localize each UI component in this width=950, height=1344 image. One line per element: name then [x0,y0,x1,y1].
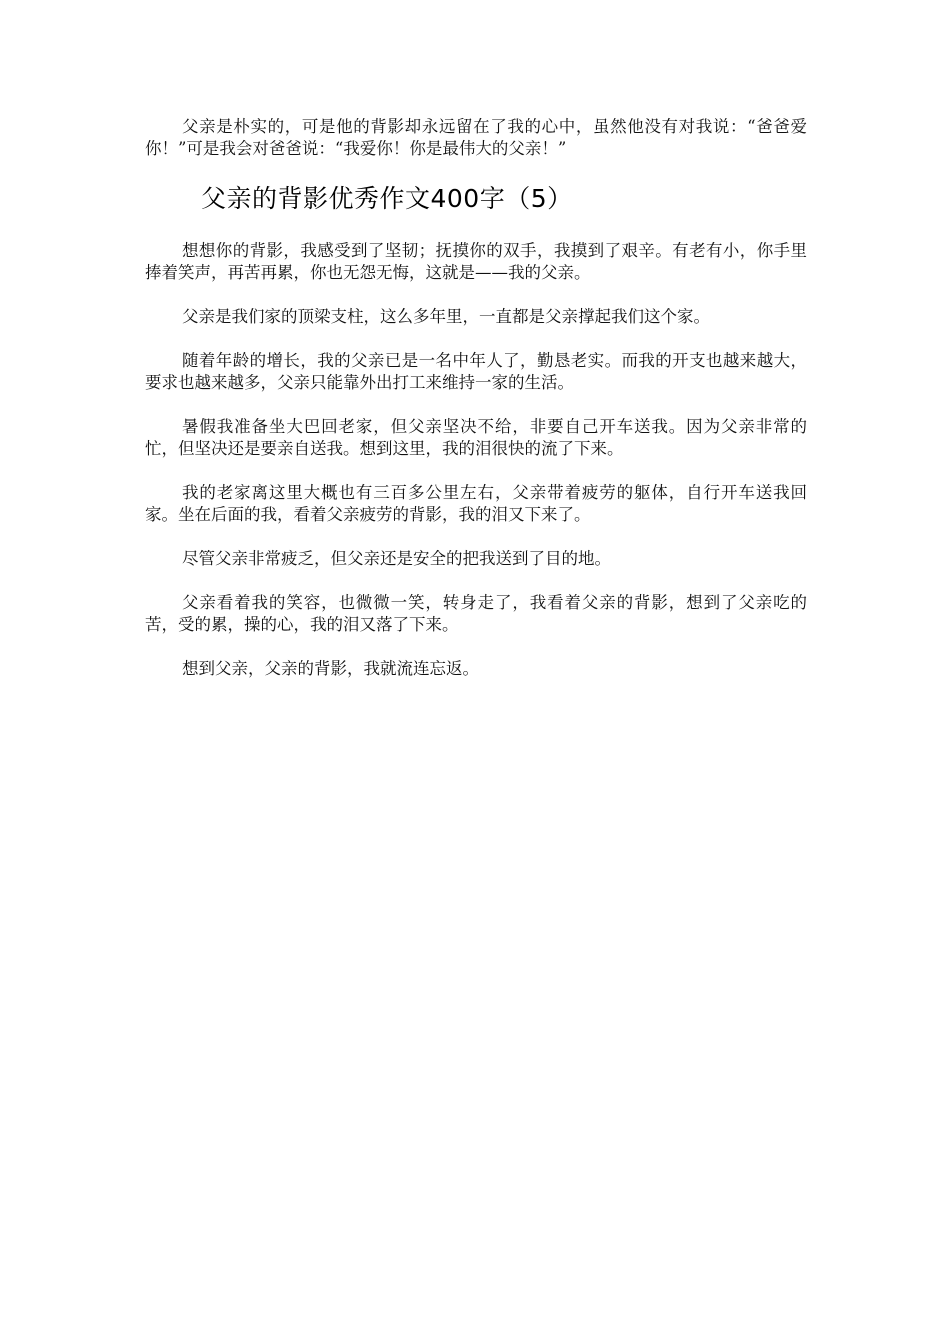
document-body [145,116,807,680]
paragraph-7: 父亲看着我的笑容，也微微一笑，转身走了，我看着父亲的背影，想到了父亲吃的苦，受的累，操的心，我的泪又落了下来。 [145,593,807,634]
paragraph-8: 想到父亲，父亲的背影，我就流连忘返。 [182,659,479,678]
intro-paragraph: 父亲是朴实的，可是他的背影却永远留在了我的心中，虽然他没有对我说：“爸爸爱你！”可是我会对爸爸说：“我爱你！你是最伟大的父亲！” [145,117,807,158]
paragraph-6: 尽管父亲非常疲乏，但父亲还是安全的把我送到了目的地。 [182,549,611,568]
section-heading: 父亲的背影优秀作文400字（5） [201,184,573,213]
paragraph-1: 想想你的背影，我感受到了坚韧；抚摸你的双手，我摸到了艰辛。有老有小，你手里捧着笑声，再苦再累，你也无怨无悔，这就是——我的父亲。 [145,241,807,282]
paragraph-3: 随着年龄的增长，我的父亲已是一名中年人了，勤恳老实。而我的开支也越来越大，要求也越来越多，父亲只能靠外出打工来维持一家的生活。 [145,351,807,392]
paragraph-5: 我的老家离这里大概也有三百多公里左右，父亲带着疲劳的躯体，自行开车送我回家。坐在后面的我，看着父亲疲劳的背影，我的泪又下来了。 [145,483,807,524]
paragraph-2: 父亲是我们家的顶梁支柱，这么多年里，一直都是父亲撑起我们这个家。 [182,307,710,326]
paragraph-4: 暑假我准备坐大巴回老家，但父亲坚决不给，非要自己开车送我。因为父亲非常的忙，但坚决还是要亲自送我。想到这里，我的泪很快的流了下来。 [145,417,807,458]
